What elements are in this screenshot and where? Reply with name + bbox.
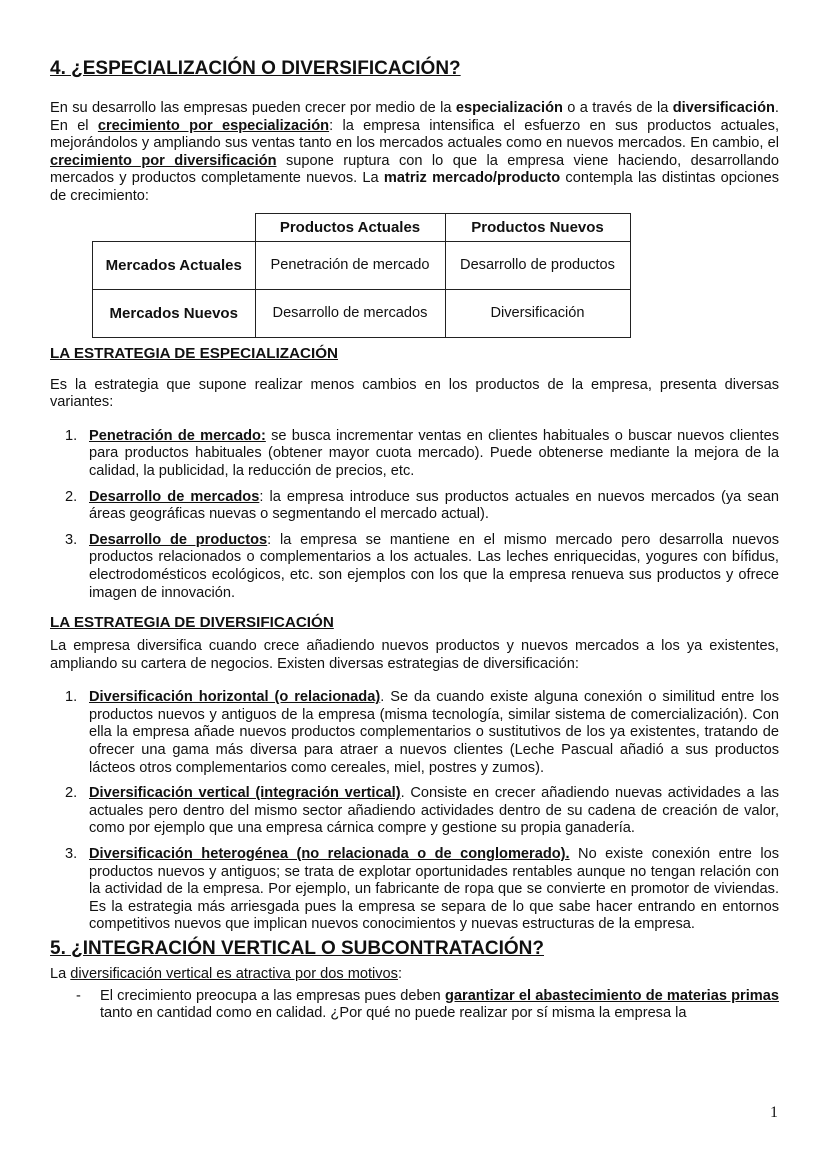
list-number: 2.	[65, 785, 78, 802]
intro-text-5: supone ruptura con lo que la empresa viene haciendo, desarrollando mercados y productos completamente nuevos. La	[50, 152, 779, 187]
list-number: 1.	[65, 427, 78, 444]
list-item	[50, 785, 779, 838]
matrix-cell-desarrollo-productos: Desarrollo de productos	[445, 241, 630, 289]
term-matriz: matriz mercado/producto	[383, 170, 561, 187]
section-5-intro-text: La	[50, 966, 71, 982]
intro-text-2: o a través de la	[562, 100, 673, 116]
list-text: se busca incrementar ventas en clientes habituales o buscar nuevos clientes para productos habituales (obtener mayor cuota mercado). Puede obtenerse mediante la mejora de la calidad, la publicidad, la reducción de precios, etc.	[89, 427, 780, 479]
list-item	[50, 846, 779, 934]
section-5-intro-underlined: diversificación vertical es atractiva por dos motivos	[70, 966, 398, 982]
matrix-col-productos-actuales: Productos Actuales	[255, 213, 445, 241]
matrix-row-mercados-actuales: Mercados Actuales	[93, 241, 256, 289]
section-5-title: 5. ¿INTEGRACIÓN VERTICAL O SUBCONTRATACIÓN?	[50, 938, 544, 959]
bullet-term: garantizar el abastecimiento de materias primas	[444, 987, 779, 1004]
especializacion-intro: Es la estrategia que supone realizar menos cambios en los productos de la empresa, presenta diversas variantes:	[50, 376, 779, 411]
list-text: : la empresa se mantiene en el mismo mercado pero desarrolla nuevos productos relacionados o complementarios a los actuales. Las leches enriquecidas, yogures con bífidus, electrodomésticos ecológicos, etc. son ejemplos con los que la empresa renueva sus productos y ofrece imagen de innovación.	[89, 531, 780, 601]
list-term: Diversificación horizontal (o relacionada)	[89, 689, 381, 706]
list-number: 1.	[65, 689, 78, 706]
bullet-text-1: El crecimiento preocupa a las empresas pues deben	[100, 987, 445, 1004]
dash-bullet: -	[76, 987, 81, 1004]
diversificacion-intro: La empresa diversifica cuando crece añadiendo nuevos productos y nuevos mercados a los ya existentes, ampliando su cartera de negocios. Existen diversas estrategias de diversificación:	[50, 638, 779, 672]
bullet-text-2: tanto en cantidad como en calidad. ¿Por qué no puede realizar por sí misma la empresa la	[100, 1005, 687, 1022]
term-crecimiento-diversificacion: crecimiento por diversificación	[50, 152, 277, 169]
diversificacion-list	[50, 689, 779, 934]
intro-text-6: contempla las distintas opciones de crecimiento:	[50, 170, 779, 204]
section-5-intro	[50, 966, 779, 984]
list-text: . Se da cuando existe alguna conexión o similitud entre los productos nuevos y antiguos de la empresa (misma tecnología, similar sistema de comercialización). Con ella la empresa añade nuevos productos complementarios o sustitutivos de los ya existentes, tratando de ofrecer una gama más diversa para atraer a nuevos clientes (Leche Pascual añadió a sus productos lácteos otros complementarios como cereales, miel, postres y zumos).	[89, 689, 779, 776]
list-text: No existe conexión entre los productos nuevos y antiguos; se trata de explotar oportunidades rentables aunque no tengan relación con la actividad de la empresa. Por ejemplo, un fabricante de ropa que se convierte en promotor de viviendas. Es la estrategia más arriesgada pues la empresa se separa de lo que sabe hacer entrando en entornos competitivos nuevos que implican nuevos conocimientos y nuevas estructuras de la empresa.	[89, 846, 779, 933]
list-text: . Consiste en crecer añadiendo nuevas actividades a las actuales pero dentro del mismo sector añadiendo actividades dentro de su cadena de creación de valor, como por ejemplo que una empresa cárnica compre y gestione su propia ganadería.	[89, 785, 779, 837]
list-term: Penetración de mercado:	[89, 427, 266, 444]
list-item	[50, 532, 779, 602]
document-page	[50, 58, 779, 1023]
matrix-row-mercados-nuevos: Mercados Nuevos	[93, 289, 256, 337]
list-term: Diversificación heterogénea (no relacionada o de conglomerado).	[89, 846, 570, 863]
list-term: Desarrollo de productos	[89, 531, 268, 548]
list-term: Diversificación vertical (integración vertical)	[89, 785, 401, 802]
page-number: 1	[770, 1104, 778, 1121]
matrix-col-productos-nuevos: Productos Nuevos	[445, 213, 630, 241]
term-diversificacion: diversificación	[672, 100, 775, 116]
list-number: 3.	[65, 531, 78, 548]
list-item	[50, 988, 779, 1023]
market-product-matrix	[92, 213, 631, 338]
term-crecimiento-especializacion: crecimiento por especialización	[97, 117, 330, 134]
list-number: 3.	[65, 846, 78, 863]
term-especializacion: especialización	[455, 100, 563, 116]
section-4-intro	[50, 100, 779, 206]
intro-text-4: : la empresa intensifica el esfuerzo en sus productos actuales, mejorándolos y ampliando sus ventas tanto en los mercados actuales como en nuevos mercados. En cambio, el	[50, 117, 779, 152]
list-item	[50, 489, 779, 524]
matrix-corner	[93, 213, 256, 241]
list-item	[50, 689, 779, 777]
intro-text-3: . En el	[50, 100, 779, 134]
section-5-intro-end: :	[397, 966, 403, 982]
list-text: : la empresa introduce sus productos actuales en nuevos mercados (ya sean áreas geográficas nuevas o segmentando el mercado actual).	[89, 488, 779, 523]
matrix-cell-diversificacion: Diversificación	[445, 289, 630, 337]
list-term: Desarrollo de mercados	[89, 488, 260, 505]
list-number: 2.	[65, 488, 78, 505]
especializacion-heading: LA ESTRATEGIA DE ESPECIALIZACIÓN	[50, 344, 339, 362]
intro-text-1: En su desarrollo las empresas pueden crecer por medio de la	[50, 100, 456, 116]
list-item	[50, 428, 779, 481]
section-4-title: 4. ¿ESPECIALIZACIÓN O DIVERSIFICACIÓN?	[50, 58, 461, 79]
matrix-cell-penetracion: Penetración de mercado	[255, 241, 445, 289]
matrix-cell-desarrollo-mercados: Desarrollo de mercados	[255, 289, 445, 337]
section-5-bullets	[50, 988, 779, 1023]
especializacion-list	[50, 428, 779, 602]
diversificacion-heading: LA ESTRATEGIA DE DIVERSIFICACIÓN	[50, 614, 334, 632]
